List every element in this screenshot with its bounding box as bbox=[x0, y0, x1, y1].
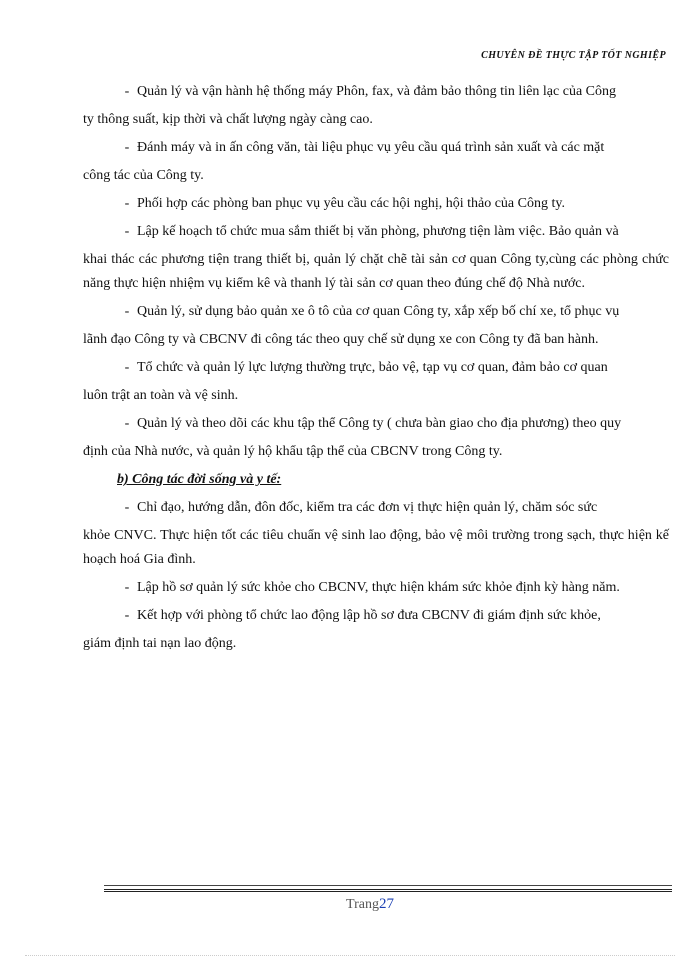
paragraph-continuation: định của Nhà nước, và quản lý hộ khẩu tập thể của CBCNV trong Công ty. bbox=[83, 444, 503, 459]
bullet-item bbox=[95, 356, 669, 380]
footer-rule bbox=[104, 889, 672, 892]
bullet-dash: - bbox=[124, 608, 130, 623]
paragraph-continuation: ty thông suất, kịp thời và chất lượng ngày càng cao. bbox=[83, 112, 373, 127]
paragraph-continuation: giám định tai nạn lao động. bbox=[83, 636, 237, 651]
paragraph-continuation: công tác của Công ty. bbox=[83, 168, 204, 183]
bullet-dash: - bbox=[124, 500, 130, 515]
bullet-item bbox=[95, 576, 669, 600]
bullet-text: Quản lý, sử dụng bảo quản xe ô tô của cơ quan Công ty, xắp xếp bố chí xe, tổ phục vụ bbox=[137, 304, 620, 319]
bullet-dash: - bbox=[124, 196, 130, 211]
bullet-text: Quản lý và theo dõi các khu tập thể Công ty ( chưa bàn giao cho địa phương) theo quy bbox=[137, 416, 622, 431]
paragraph-continuation: luôn trật an toàn và vệ sinh. bbox=[83, 388, 239, 403]
footer-rule-thin bbox=[104, 885, 672, 886]
bullet-text: Đánh máy và in ấn công văn, tài liệu phục vụ yêu cầu quá trình sản xuất và các mặt bbox=[137, 140, 605, 155]
bullet-item bbox=[95, 412, 669, 436]
bullet-item bbox=[95, 300, 669, 324]
bullet-item bbox=[95, 136, 669, 160]
bullet-dash: - bbox=[124, 360, 130, 375]
bullet-item bbox=[95, 220, 669, 244]
page-number: 27 bbox=[378, 896, 394, 912]
page-footer bbox=[0, 896, 700, 913]
bullet-text: Phối hợp các phòng ban phục vụ yêu cầu các hội nghị, hội thảo của Công ty. bbox=[137, 196, 565, 211]
bullet-item bbox=[95, 80, 669, 104]
bullet-dash: - bbox=[124, 304, 130, 319]
bullet-dash: - bbox=[124, 580, 130, 595]
bullet-item bbox=[95, 496, 669, 520]
page-edge-dotted-line bbox=[25, 955, 675, 956]
bullet-dash: - bbox=[124, 84, 130, 99]
paragraph-continuation: lãnh đạo Công ty và CBCNV đi công tác theo quy chế sử dụng xe con Công ty đã ban hành. bbox=[83, 332, 599, 347]
section-heading: b) Công tác đời sống và y tế: bbox=[117, 472, 282, 487]
paragraph-continuation: khai thác các phương tiện trang thiết bị, quản lý chặt chẽ tài sản cơ quan Công ty,cùng các phòng chức năng thực hiện nhiệm vụ kiểm kê và thanh lý tài sản cơ quan theo đúng chế độ Nhà nước. bbox=[83, 252, 669, 291]
bullet-item bbox=[95, 604, 669, 628]
bullet-text: Tổ chức và quản lý lực lượng thường trực, bảo vệ, tạp vụ cơ quan, đảm bảo cơ quan bbox=[137, 360, 608, 375]
bullet-text: Lập hồ sơ quản lý sức khỏe cho CBCNV, thực hiện khám sức khỏe định kỳ hàng năm. bbox=[137, 580, 620, 595]
bullet-item bbox=[95, 192, 669, 216]
document-body bbox=[83, 80, 669, 660]
bullet-dash: - bbox=[124, 140, 130, 155]
paragraph-continuation: khỏe CNVC. Thực hiện tốt các tiêu chuẩn vệ sinh lao động, bảo vệ môi trường trong sạch, thực hiện kế hoạch hoá Gia đình. bbox=[83, 528, 669, 567]
bullet-text: Chỉ đạo, hướng dẫn, đôn đốc, kiểm tra các đơn vị thực hiện quản lý, chăm sóc sức bbox=[137, 500, 598, 515]
bullet-dash: - bbox=[124, 224, 130, 239]
document-header: CHUYÊN ĐỀ THỰC TẬP TỐT NGHIỆP bbox=[481, 50, 666, 61]
bullet-dash: - bbox=[124, 416, 130, 431]
bullet-text: Quản lý và vận hành hệ thống máy Phôn, fax, và đảm bảo thông tin liên lạc của Công bbox=[137, 84, 617, 99]
bullet-text: Kết hợp với phòng tổ chức lao động lập hồ sơ đưa CBCNV đi giám định sức khỏe, bbox=[137, 608, 601, 623]
footer-label: Trang bbox=[346, 897, 379, 912]
bullet-text: Lập kế hoạch tổ chức mua sắm thiết bị văn phòng, phương tiện làm việc. Bảo quản và bbox=[137, 224, 619, 239]
